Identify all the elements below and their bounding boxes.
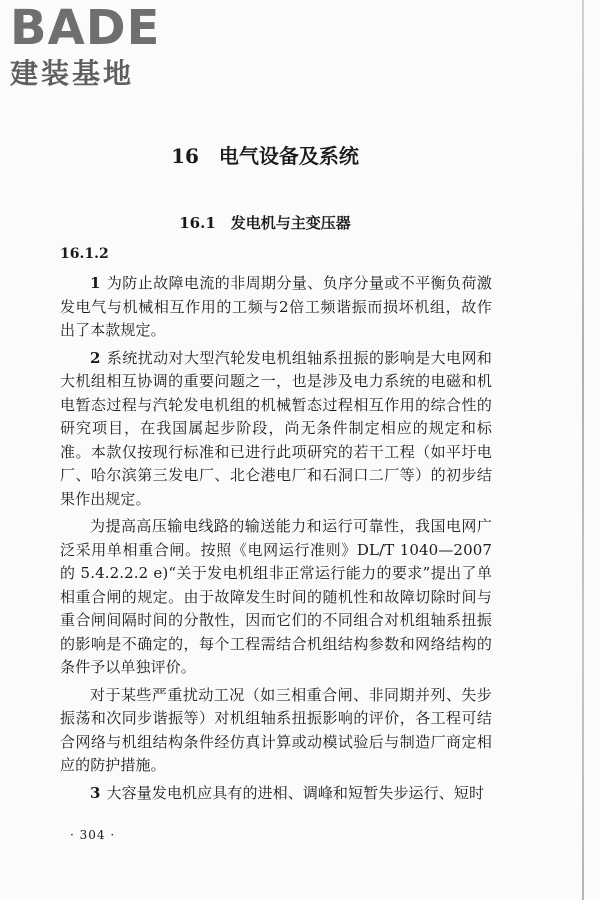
bade-logo xyxy=(10,2,160,90)
paragraph-text: 对于某些严重扰动工况（如三相重合闸、非同期并列、失步振荡和次同步谐振等）对机组轴系扭振影响的评价，各工程可结合网络与机组结构条件经仿真计算或动模试验后与制造厂商定相应的防护措施。 xyxy=(60,685,492,774)
logo-subtitle: 建装基地 xyxy=(10,57,135,90)
paragraph-text: 为提高高压输电线路的输送能力和运行可靠性，我国电网广泛采用单相重合闸。按照《电网运行准则》DL/T 1040—2007 的 5.4.2.2.2 e)“关于发电机组非正常运行能力的要求”提出了单相重合闸的规定。由于故障发生时间的随机性和故障切除时间与重合闸间隔时间的分散性，因而它们的不同组合对机组轴系扭振的影响是不确定的，每个工程需结合机组结构参数和网络结构的条件予以单独评价。 xyxy=(60,517,492,676)
paragraph-number: 1 xyxy=(90,274,101,292)
body-text xyxy=(60,272,492,809)
paragraph-text: 系统扰动对大型汽轮发电机组轴系扭振的影响是大电网和大机组相互协调的重要问题之一，也是涉及电力系统的电磁和机电暂态过程与汽轮发电机组的机械暂态过程相互作用的综合性的研究项目，在我国属起步阶段，尚无条件制定相应的规定和标准。本款仅按现行标准和已进行此项研究的若干工程（如平圩电厂、哈尔滨第三发电厂、北仑港电厂和石洞口二厂等）的初步结果作出规定。 xyxy=(60,348,492,508)
clause-label: 16.1.2 xyxy=(60,246,109,262)
paragraph-text: 大容量发电机应具有的进相、调峰和短暂失步运行、短时 xyxy=(106,783,485,802)
logo-wordmark: BADE xyxy=(10,0,161,56)
paragraph-5 xyxy=(60,782,492,806)
paragraph-3 xyxy=(60,515,492,680)
paragraph-2 xyxy=(60,347,492,512)
paragraph-1 xyxy=(60,272,492,343)
page-edge-shadow xyxy=(582,0,584,900)
paragraph-number: 3 xyxy=(90,783,101,802)
chapter-title: 16 电气设备及系统 xyxy=(171,144,359,168)
paragraph-4 xyxy=(60,684,492,778)
paragraph-text: 为防止故障电流的非周期分量、负序分量或不平衡负荷激发电气与机械相互作用的工频与2倍工频谐振而损坏机组，故作出了本款规定。 xyxy=(60,274,492,339)
page-number: · 304 · xyxy=(70,828,116,842)
paragraph-number: 2 xyxy=(90,348,101,367)
section-title: 16.1 发电机与主变压器 xyxy=(179,214,351,232)
